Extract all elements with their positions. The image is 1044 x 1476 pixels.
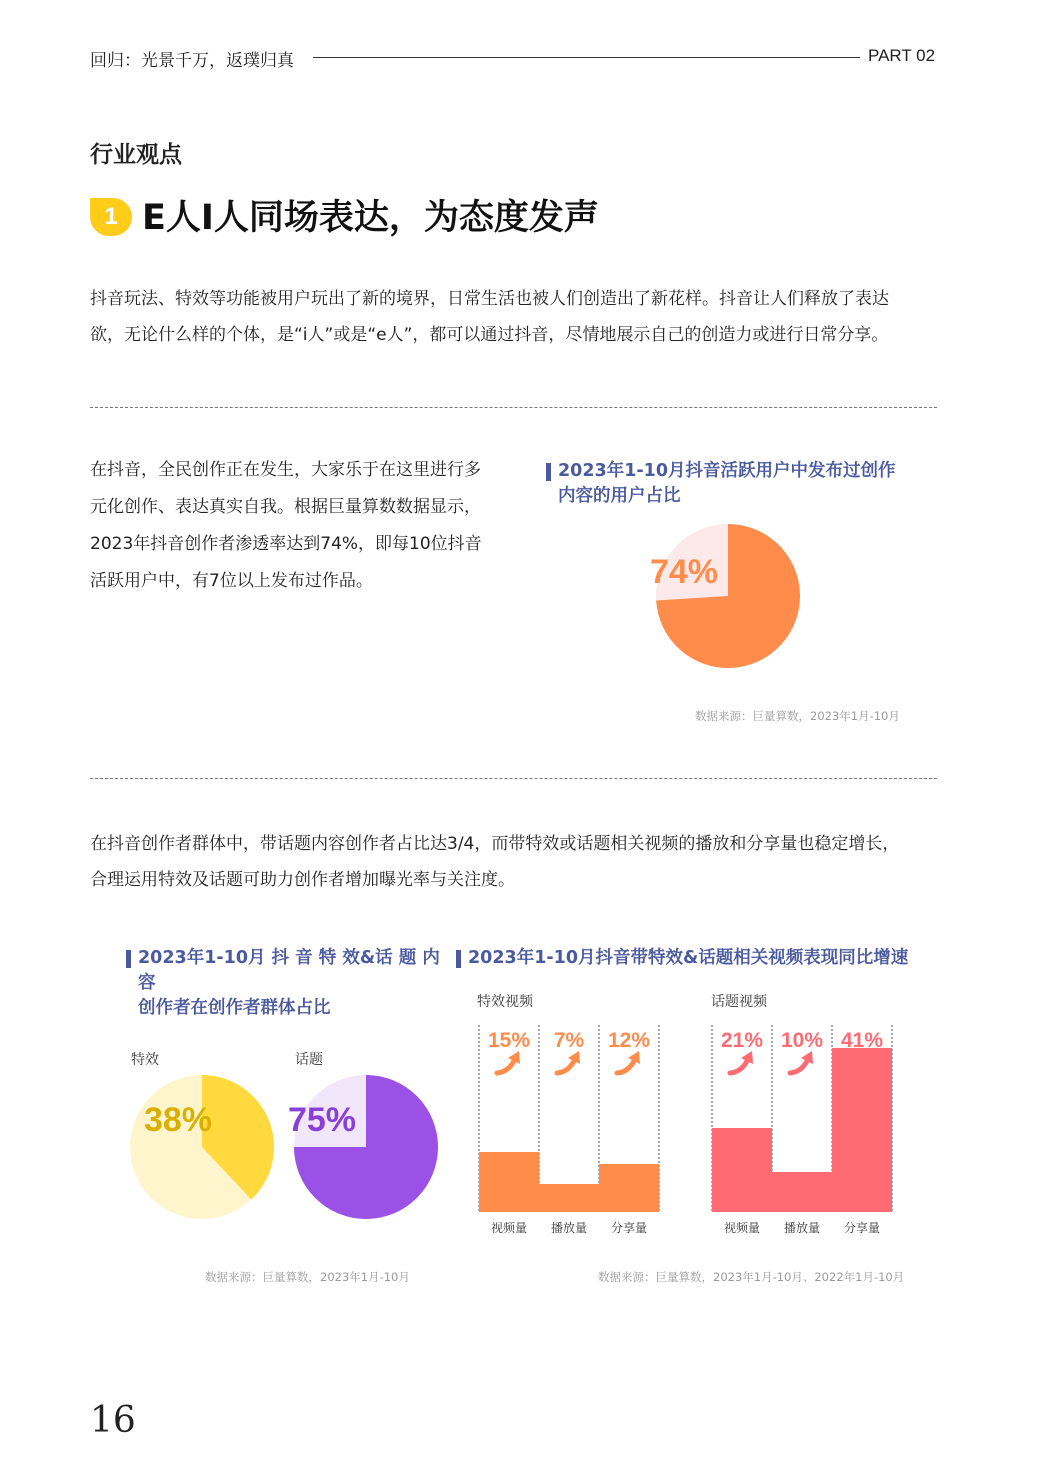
bar-value-label: 21% xyxy=(720,1029,764,1052)
pie2-label: 38% xyxy=(143,1101,213,1139)
header-part: PART 02 xyxy=(868,46,936,65)
title-accent-bar xyxy=(126,950,131,968)
chart2-title-line: 创作者在创作者群体占比 xyxy=(138,998,331,1018)
bar-value-label: 7% xyxy=(553,1029,585,1052)
bar-category-label: 分享量 xyxy=(610,1221,648,1235)
dotted-divider xyxy=(90,778,937,779)
growth-arrow-icon xyxy=(790,1059,808,1073)
intro-line: 欲，无论什么样的个体，是“i人”或是“e人”，都可以通过抖音，尽情地展示自己的创造力或进行日常分享。 xyxy=(90,325,889,345)
bar-话题视频-播放量 xyxy=(772,1172,832,1212)
chart2-title-line: 2023年1-10月 抖 音 特 效&话 题 内 容 xyxy=(138,948,440,993)
pie1-label: 74% xyxy=(649,553,719,591)
growth-arrow-icon xyxy=(617,1059,635,1073)
paragraph-line: 元化创作、表达真实自我。根据巨量算数数据显示， xyxy=(90,497,481,517)
intro-paragraph xyxy=(90,281,950,353)
bar-category-label: 视频量 xyxy=(490,1221,528,1235)
chart3-title xyxy=(456,946,956,971)
chart1-title xyxy=(546,459,946,509)
chart2-source: 数据来源：巨量算数，2023年1月-10月 xyxy=(205,1270,410,1284)
bar-category-label: 播放量 xyxy=(550,1221,588,1235)
bar-value-label: 15% xyxy=(487,1029,531,1052)
section-label: 行业观点 xyxy=(90,142,182,168)
bar-话题视频-视频量 xyxy=(712,1128,772,1212)
bar-category-label: 分享量 xyxy=(843,1221,881,1235)
bar-value-label: 10% xyxy=(780,1029,824,1052)
bar-value-label: 41% xyxy=(840,1029,884,1052)
paragraph-line: 在抖音，全民创作正在发生，大家乐于在这里进行多 xyxy=(90,460,481,480)
growth-arrow-icon xyxy=(557,1059,575,1073)
header-divider xyxy=(313,57,860,58)
paragraph-line: 活跃用户中，有7位以上发布过作品。 xyxy=(90,571,373,591)
section-title: E人I人同场表达，为态度发声 xyxy=(142,198,599,238)
paragraph-line: 合理运用特效及话题可助力创作者增加曝光率与关注度。 xyxy=(90,870,515,890)
creator-penetration-paragraph xyxy=(90,452,515,600)
chart1-title-line: 2023年1-10月抖音活跃用户中发布过创作 xyxy=(558,461,896,481)
title-accent-bar xyxy=(456,950,461,968)
growth-arrow-icon xyxy=(730,1059,748,1073)
bar-group-effect-label: 特效视频 xyxy=(477,994,533,1010)
bar-特效视频-视频量 xyxy=(479,1152,539,1212)
bar-group-topic-label: 话题视频 xyxy=(711,994,767,1010)
paragraph-line: 2023年抖音创作者渗透率达到74%，即每10位抖音 xyxy=(90,534,482,554)
growth-arrow-icon xyxy=(497,1059,515,1073)
chart3-source: 数据来源：巨量算数，2023年1月-10月、2022年1月-10月 xyxy=(598,1270,905,1284)
bar-value-label: 12% xyxy=(607,1029,651,1052)
page-number: 16 xyxy=(90,1400,136,1441)
section-number-badge: 1 xyxy=(90,198,132,236)
pie-topic-label: 话题 xyxy=(295,1052,323,1068)
pie-effect-label: 特效 xyxy=(131,1052,159,1068)
paragraph-line: 在抖音创作者群体中，带话题内容创作者占比达3/4，而带特效或话题相关视频的播放和分享量也稳定增长， xyxy=(90,834,900,854)
header-title: 回归：光景千万，返璞归真 xyxy=(90,51,294,71)
topic-effect-paragraph xyxy=(90,826,950,898)
chart3-bars xyxy=(470,1015,910,1245)
chart3-title-line: 2023年1-10月抖音带特效&话题相关视频表现同比增速 xyxy=(468,948,909,968)
bar-特效视频-播放量 xyxy=(539,1184,599,1212)
bar-特效视频-分享量 xyxy=(599,1164,659,1212)
chart1-pie xyxy=(640,515,810,680)
bar-话题视频-分享量 xyxy=(832,1048,892,1212)
dotted-divider xyxy=(90,407,937,408)
chart2-pies xyxy=(120,1068,450,1228)
chart2-title xyxy=(126,946,446,1021)
bar-category-label: 视频量 xyxy=(723,1221,761,1235)
chart1-title-line: 内容的用户占比 xyxy=(558,486,681,506)
title-accent-bar xyxy=(546,463,551,481)
bar-category-label: 播放量 xyxy=(783,1221,821,1235)
intro-line: 抖音玩法、特效等功能被用户玩出了新的境界，日常生活也被人们创造出了新花样。抖音让人们释放了表达 xyxy=(90,289,889,309)
chart1-source: 数据来源：巨量算数，2023年1月-10月 xyxy=(695,709,900,723)
pie3-label: 75% xyxy=(287,1101,357,1139)
